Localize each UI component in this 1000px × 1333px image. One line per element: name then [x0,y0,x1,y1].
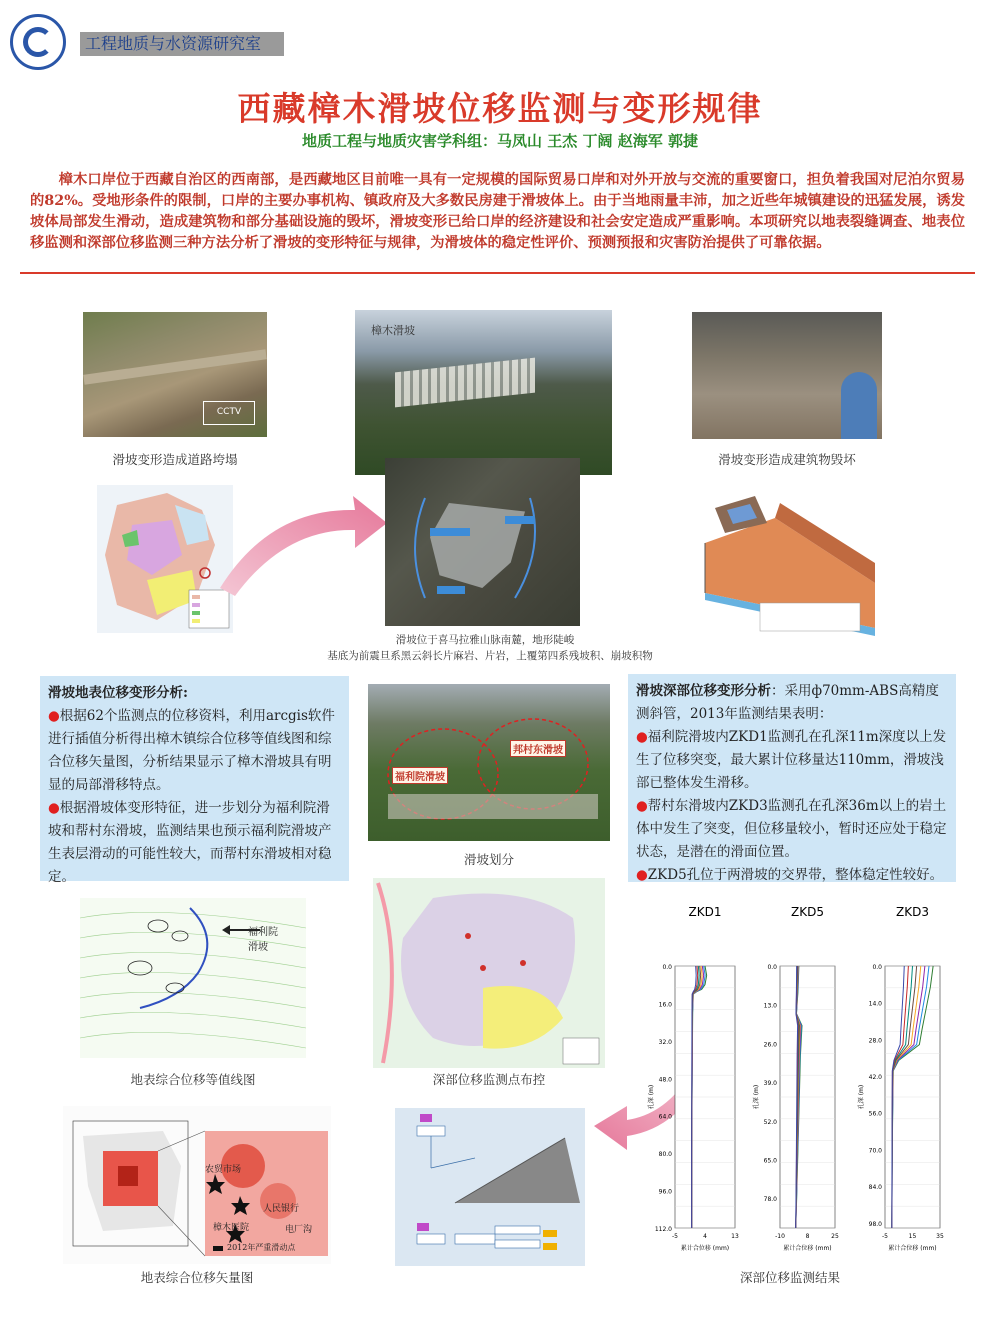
depth-tick-label: 65.0 [763,1157,777,1165]
cctv-watermark: CCTV [203,401,255,425]
x-axis-label: 累计合位移 (mm) [680,1245,730,1252]
chart-title-zkd3: ZKD3 [896,905,929,919]
depth-tick-label: 32.0 [658,1038,672,1046]
surface-analysis-box [40,676,349,885]
surface-displacement-contour-map [80,898,306,1058]
poster-title: 西藏樟木滑坡位移监测与变形规律 [237,89,763,128]
x-tick-label: 8 [805,1233,810,1240]
depth-tick-label: 42.0 [868,1074,882,1082]
y-axis-label: 孔深 (m) [648,1084,655,1110]
zhangmu-landslide-label: 樟木滑坡 [371,324,415,337]
depth-tick-label: 0.0 [767,964,777,971]
institute-logo [10,14,66,70]
x-axis-label: 累计合位移 (mm) [888,1245,937,1252]
depth-tick-label: 48.0 [658,1076,672,1084]
x-tick-label: 25 [831,1233,839,1240]
deep-analysis-method: ：采用ф70mm-ABS高精度测斜管，2013年监测结果表明： [636,683,939,722]
depth-tick-label: 0.0 [662,964,672,971]
3d-geological-section [695,488,880,636]
depth-tick-label: 98.0 [868,1220,882,1228]
arrow-to-satellite [215,488,390,600]
authors-line: 地质工程与地质灾害学科组：马凤山 王杰 丁阔 赵海军 郭捷 [302,132,698,150]
depth-tick-label: 52.0 [763,1118,777,1126]
results-caption: 深部位移监测结果 [739,1270,840,1285]
vector-label-market: 农贸市场 [205,1165,242,1175]
road-collapse-caption: 滑坡变形造成道路垮塌 [112,452,238,467]
chart-title-zkd5: ZKD5 [791,905,824,919]
vector-label-gully: 电厂沟 [285,1225,313,1235]
building-damage-caption: 滑坡变形造成建筑物毁坏 [718,452,856,467]
deep-analysis-heading: 滑坡深部位移变形分析 [636,683,771,699]
depth-tick-label: 70.0 [868,1147,882,1155]
depth-tick-label: 16.0 [658,1001,672,1009]
depth-tick-label: 64.0 [658,1113,672,1121]
deep-analysis-box [628,674,956,882]
satellite-image [385,458,580,626]
x-tick-label: 35 [936,1233,944,1240]
depth-tick-label: 26.0 [763,1041,777,1049]
y-axis-label: 孔深 (m) [753,1084,760,1110]
vector-label-hospital: 樟木医院 [213,1223,250,1233]
satellite-caption: 滑坡位于喜马拉雅山脉南麓，地形陡峻 [395,634,575,646]
zhangmu-town-photo [355,310,612,475]
depth-tick-label: 13.0 [763,1002,777,1010]
depth-tick-label: 96.0 [658,1188,672,1196]
contour-label-fuliyuan: 福利院 [248,927,278,938]
intro-paragraph: 樟木口岸位于西藏自治区的西南部，是西藏地区目前唯一具有一定规模的国际贸易口岸和对外开放与交流的重要窗口，担负着我国对尼泊尔贸易的82%。受地形条件的限制，口岸的主要办事机构、镇政府及大多数民房建于滑坡体上。由于当地雨量丰沛，加之近些年城镇建设的迅猛发展，诱发坡体局部发生滑动，造成建筑物和部分基础设施的毁坏，滑坡变形已给口岸的经济建设和社会安定造成严重影响。本项研究以地表裂缝调查、地表位移监测和深部位移监测三种方法分析了滑坡的变形特征与规律，为滑坡体的稳定性评价、预测预报和灾害防治提供了可靠依据。 [30,172,965,251]
x-tick-label: -5 [672,1233,678,1240]
slope-division-photo [368,684,610,841]
x-tick-label: 4 [703,1233,707,1240]
x-tick-label: 13 [731,1233,739,1240]
divider-line [20,272,975,274]
y-axis-label: 孔深 (m) [858,1084,865,1110]
contour-map-caption: 地表综合位移等值线图 [130,1072,256,1087]
depth-tick-label: 39.0 [763,1080,777,1088]
building-damage-photo [692,312,882,439]
deep-monitoring-caption: 深部位移监测点布控 [432,1072,546,1087]
deep-analysis-bullet-2: ●帮村东滑坡内ZKD3监测孔在孔深36m以上的岩土体中发生了突变，但位移量较小，暂时还应处于稳定状态，是潜在的滑面位置。 [636,798,947,860]
x-tick-label: 15 [908,1233,917,1240]
depth-tick-label: 56.0 [868,1110,882,1118]
geological-map [97,485,233,633]
surface-displacement-vector-map [63,1106,331,1264]
surface-analysis-heading: 滑坡地表位移变形分析: [48,685,188,701]
monitoring-flow-diagram [395,1108,585,1266]
deep-displacement-charts [640,898,960,1260]
road-collapse-photo [83,312,267,437]
x-axis-label: 累计合位移 (mm) [783,1245,832,1252]
x-tick-label: -10 [775,1233,785,1240]
surface-analysis-bullet-2: ●根据滑坡体变形特征，进一步划分为福利院滑坡和帮村东滑坡，监测结果也预示福利院滑坡产生表层滑动的可能性较大，而帮村东滑坡相对稳定。 [48,800,332,885]
chart-title-zkd1: ZKD1 [688,905,722,919]
depth-tick-label: 112.0 [654,1226,672,1233]
depth-tick-label: 28.0 [868,1037,882,1045]
bangcun-landslide-label: 邦村东滑坡 [510,740,566,757]
vector-map-caption: 地表综合位移矢量图 [140,1270,254,1285]
lab-name-badge: 工程地质与水资源研究室 [80,32,284,56]
satellite-caption-geology: 基底为前震旦系黑云斜长片麻岩、片岩，上覆第四系残坡积、崩坡积物 [327,650,653,662]
x-tick-label: -5 [882,1233,888,1240]
deep-monitoring-layout-map [373,878,605,1068]
fuliyuan-landslide-label: 福利院滑坡 [392,767,448,784]
contour-label-landslide: 滑坡 [248,942,268,953]
depth-tick-label: 78.0 [763,1196,777,1204]
vector-legend: 2012年严重滑动点 [227,1243,296,1252]
depth-tick-label: 80.0 [658,1151,672,1159]
depth-tick-label: 14.0 [868,1000,882,1008]
deep-analysis-bullet-3: ●ZKD5孔位于两滑坡的交界带，整体稳定性较好。 [636,867,944,883]
surface-analysis-bullet-1: ●根据62个监测点的位移资料，利用arcgis软件进行插值分析得出樟木镇综合位移等值线图和综合位移矢量图，分析结果显示了樟木滑坡具有明显的局部滑移特点。 [48,708,335,793]
depth-tick-label: 84.0 [868,1184,882,1192]
slope-division-caption: 滑坡划分 [463,852,514,867]
deep-analysis-bullet-1: ●福利院滑坡内ZKD1监测孔在孔深11m深度以上发生了位移突变，最大累计位移量达110mm，滑坡浅部已整体发生滑移。 [636,729,947,791]
vector-label-bank: 人民银行 [263,1204,300,1214]
depth-tick-label: 0.0 [872,964,882,971]
